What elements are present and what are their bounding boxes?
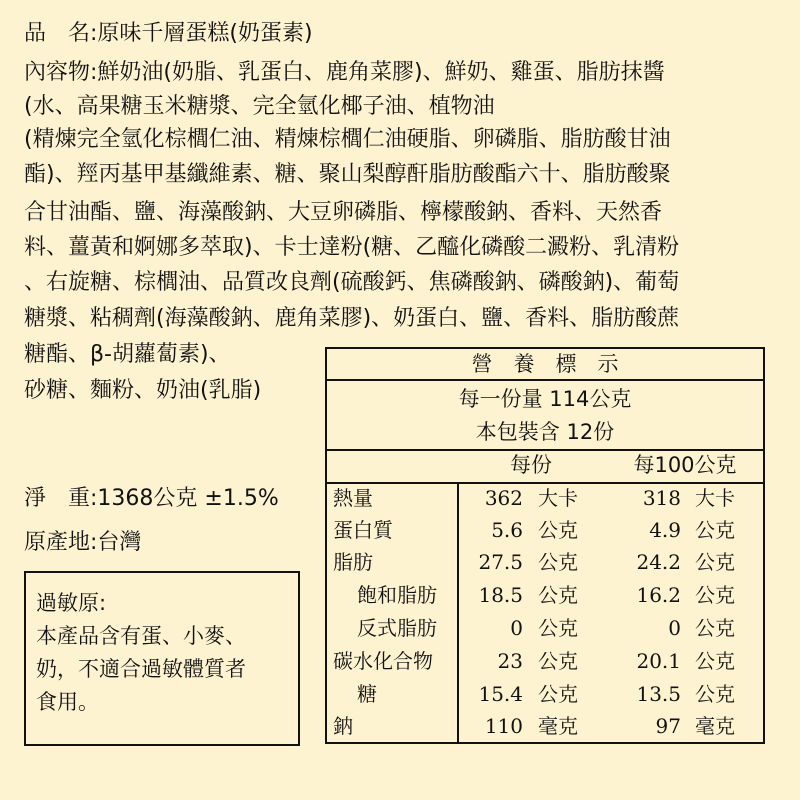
allergy-title: 過敏原: (36, 591, 107, 615)
allergy-line: 奶，不適合過敏體質者 (36, 657, 246, 681)
ingredients-line: 砂糖、麵粉、奶油(乳脂) (24, 378, 262, 403)
servings-per-package: 本包裝含 12份 (475, 420, 615, 444)
ingredients-line: 糖漿、粘稠劑(海藻酸鈉、鹿角菜膠)、奶蛋白、鹽、香料、脂肪酸蔗 (24, 306, 680, 331)
nutrition-row: 蛋白質 5.6 公克 4.9 公克 (333, 518, 735, 542)
col-header-per-100g: 每100公克 (633, 453, 737, 477)
ingredients-line: (精煉完全氫化棕櫚仁油、精煉棕櫚仁油硬脂、卵磷脂、脂肪酸甘油 (24, 127, 671, 152)
ingredients-line: 內容物:鮮奶油(奶脂、乳蛋白、鹿角菜膠)、鮮奶、雞蛋、脂肪抹醬 (24, 60, 665, 85)
nutrition-row: 鈉 110 毫克 97 毫克 (333, 714, 735, 738)
allergy-line: 食用。 (36, 690, 99, 714)
ingredients-line: 糖酯、β-胡蘿蔔素)、 (24, 342, 231, 367)
ingredients-line: 、右旋糖、棕櫚油、品質改良劑(硫酸鈣、焦磷酸鈉、磷酸鈉)、葡萄 (24, 270, 680, 295)
ingredients-line: 酯)、羥丙基甲基纖維素、糖、聚山梨醇酐脂肪酸酯六十、脂肪酸聚 (24, 162, 671, 187)
nutrition-row: 飽和脂肪 18.5 公克 16.2 公克 (357, 583, 735, 607)
nutrition-row: 熱量 362 大卡 318 大卡 (333, 486, 735, 510)
net-weight: 淨 重:1368公克 ±1.5% (24, 486, 279, 511)
origin: 原產地:台灣 (24, 530, 142, 555)
nutrition-title: 營 養 標 示 (471, 352, 619, 376)
allergy-line: 本產品含有蛋、小麥、 (36, 624, 246, 648)
nutrition-row: 脂肪 27.5 公克 24.2 公克 (333, 550, 735, 574)
ingredients-line: (水、高果糖玉米糖漿、完全氫化椰子油、植物油 (24, 94, 495, 119)
col-header-per-serving: 每份 (510, 453, 552, 477)
serving-size: 每一份量 114公克 (458, 387, 632, 411)
nutrition-row: 碳水化合物 23 公克 20.1 公克 (333, 649, 735, 673)
product-name: 品 名:原味千層蛋糕(奶蛋素) (24, 21, 313, 46)
nutrition-table (325, 347, 765, 744)
nutrition-row: 糖 15.4 公克 13.5 公克 (357, 682, 735, 706)
nutrition-row: 反式脂肪 0 公克 0 公克 (357, 616, 735, 640)
ingredients-line: 料、薑黃和婀娜多萃取)、卡士達粉(糖、乙醯化磷酸二澱粉、乳清粉 (24, 235, 680, 260)
allergy-box (24, 571, 300, 746)
ingredients-line: 合甘油酯、鹽、海藻酸鈉、大豆卵磷脂、檸檬酸鈉、香料、天然香 (24, 200, 663, 225)
